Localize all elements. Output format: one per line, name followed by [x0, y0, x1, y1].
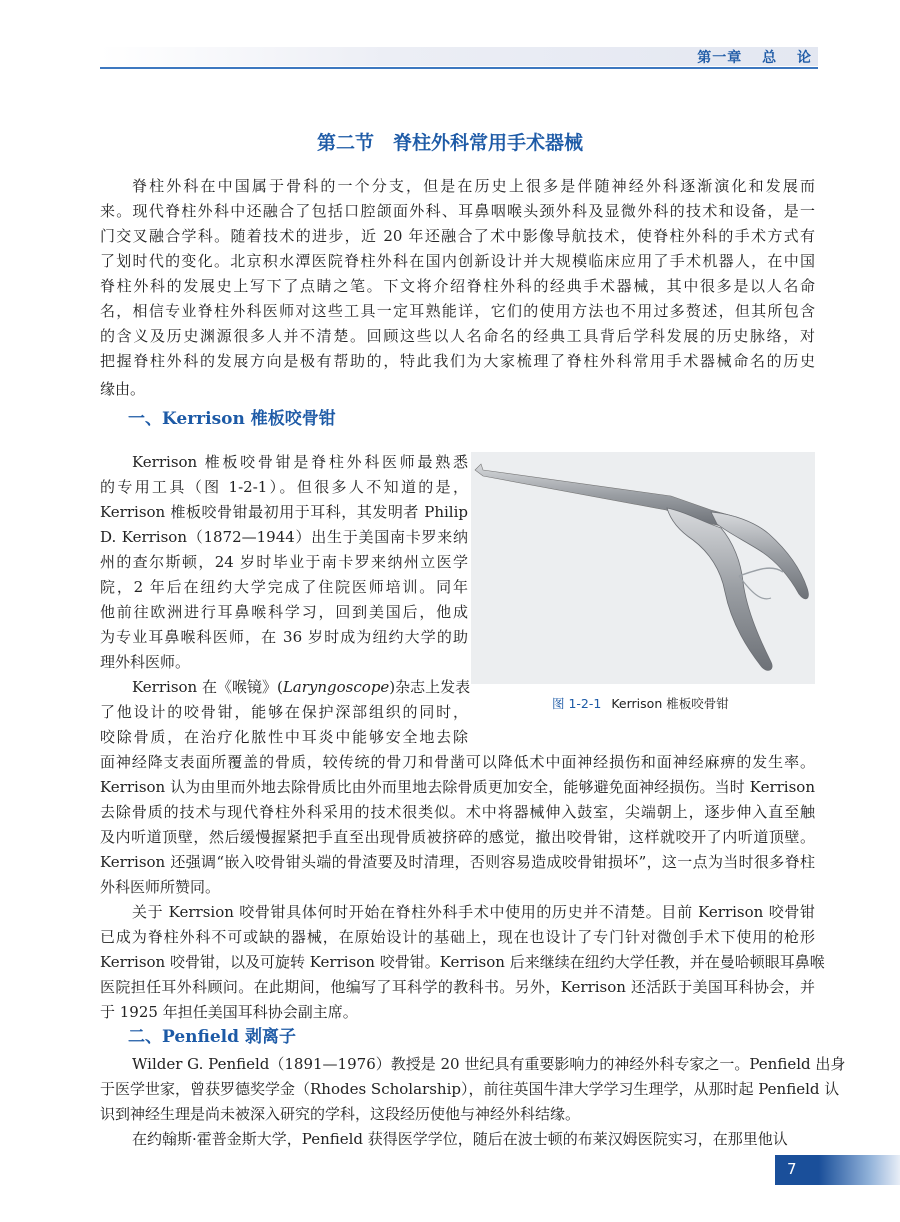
paragraph-2-line: 州的查尔斯顿，24 岁时毕业于南卡罗来纳州立医学 — [100, 553, 468, 571]
heading-kerrison: 一、Kerrison 椎板咬骨钳 — [128, 409, 336, 429]
paragraph-3-line: Kerrison 在《喉镜》(Laryngoscope)杂志上发表 — [132, 678, 471, 696]
paragraph-1-line: 脊柱外科的发展史上写下了点睛之笔。下文将介绍脊柱外科的经典手术器械，其中很多是以人名命 — [100, 277, 815, 295]
kerrison-rongeur-image — [471, 452, 815, 684]
paragraph-4-line: 于 1925 年担任美国耳科协会副主席。 — [100, 1003, 358, 1021]
paragraph-1-line: 门交叉融合学科。随着技术的进步，近 20 年还融合了术中影像导航技术，使脊柱外科的手术方式有 — [100, 227, 815, 245]
journal-name: Laryngoscope — [282, 678, 390, 696]
paragraph-5-line: 于医学世家，曾获罗德奖学金（Rhodes Scholarship），前往英国牛津大学学习生理学，从那时起 Penfield 认 — [100, 1080, 840, 1098]
paragraph-6-line: 在约翰斯·霍普金斯大学，Penfield 获得医学学位，随后在波士顿的布莱汉姆医院实习，在那里他认 — [132, 1130, 788, 1148]
paragraph-3-line: 面神经降支表面所覆盖的骨质，较传统的骨刀和骨凿可以降低术中面神经损伤和面神经麻痹的发生率。 — [100, 753, 815, 771]
paragraph-4-line: Kerrison 咬骨钳，以及可旋转 Kerrison 咬骨钳。Kerrison 后来继续在纽约大学任教，并在曼哈顿眼耳鼻喉 — [100, 953, 825, 971]
running-header-chapter: 第一章 总 论 — [697, 50, 812, 66]
figure-kerrison-rongeur — [471, 452, 815, 684]
paragraph-2-line: 他前往欧洲进行耳鼻喉科学习，回到美国后，他成 — [100, 603, 468, 621]
section-title: 第二节 脊柱外科常用手术器械 — [316, 132, 583, 154]
paragraph-3-line: 去除骨质的技术与现代脊柱外科采用的技术很类似。术中将器械伸入鼓室，尖端朝上，逐步伸入直至触 — [100, 803, 815, 821]
paragraph-3-line: 了他设计的咬骨钳，能够在保护深部组织的同时， — [100, 703, 468, 721]
paragraph-5-line: Wilder G. Penfield（1891—1976）教授是 20 世纪具有重要影响力的神经外科专家之一。Penfield 出身 — [132, 1055, 846, 1073]
paragraph-2-line: D. Kerrison（1872—1944）出生于美国南卡罗来纳 — [100, 528, 468, 546]
paragraph-1-line: 把握脊柱外科的发展方向是极有帮助的，特此我们为大家梳理了脊柱外科常用手术器械命名的历史 — [100, 352, 815, 370]
paragraph-1-line: 了划时代的变化。北京积水潭医院脊柱外科在国内创新设计并大规模临床应用了手术机器人，在中国 — [100, 252, 815, 270]
figure-caption — [552, 694, 729, 712]
page-number-tab — [775, 1155, 900, 1185]
paragraph-3-line: 外科医师所赞同。 — [100, 878, 221, 896]
paragraph-3-line: 咬除骨质，在治疗化脓性中耳炎中能够安全地去除 — [100, 728, 468, 746]
figure-caption-text: Kerrison 椎板咬骨钳 — [611, 696, 729, 711]
paragraph-2-line: 的专用工具（图 1-2-1）。但很多人不知道的是， — [100, 478, 468, 496]
paragraph-2-line: 理外科医师。 — [100, 653, 191, 671]
paragraph-3-line: Kerrison 认为由里而外地去除骨质比由外而里地去除骨质更加安全，能够避免面神经损伤。当时 Kerrison — [100, 778, 815, 796]
paragraph-2-line: 为专业耳鼻喉科医师，在 36 岁时成为纽约大学的助 — [100, 628, 468, 646]
paragraph-2-line: 院，2 年后在纽约大学完成了住院医师培训。同年 — [100, 578, 468, 596]
header-rule — [100, 67, 818, 69]
paragraph-3-line: 及内听道顶壁，然后缓慢握紧把手直至出现骨质被挤碎的感觉，撤出咬骨钳，这样就咬开了内听道顶壁。 — [100, 828, 815, 846]
paragraph-4-line: 关于 Kerrsion 咬骨钳具体何时开始在脊柱外科手术中使用的历史并不清楚。目前 Kerrison 咬骨钳 — [132, 903, 815, 921]
paragraph-5-line: 识到神经生理是尚未被深入研究的学科，这段经历使他与神经外科结缘。 — [100, 1105, 581, 1123]
paragraph-4-line: 已成为脊柱外科不可或缺的器械，在原始设计的基础上，现在也设计了专门针对微创手术下使用的枪形 — [100, 928, 815, 946]
heading-penfield: 二、Penfield 剥离子 — [128, 1027, 296, 1047]
figure-label: 图 1-2-1 — [552, 696, 602, 711]
paragraph-4-line: 医院担任耳外科顾问。在此期间，他编写了耳科学的教科书。另外，Kerrison 还活跃于美国耳科协会，并 — [100, 978, 815, 996]
paragraph-2-line: Kerrison 椎板咬骨钳是脊柱外科医师最熟悉 — [132, 453, 468, 471]
paragraph-2-line: Kerrison 椎板咬骨钳最初用于耳科，其发明者 Philip — [100, 503, 468, 521]
paragraph-1-line: 来。现代脊柱外科中还融合了包括口腔颌面外科、耳鼻咽喉头颈外科及显微外科的技术和设备，是一 — [100, 202, 815, 220]
paragraph-1-line: 缘由。 — [100, 380, 146, 398]
page-number: 7 — [787, 1160, 797, 1178]
paragraph-1-line: 名，相信专业脊柱外科医师对这些工具一定耳熟能详，它们的使用方法也不用过多赘述，但其所包含 — [100, 302, 815, 320]
paragraph-3-line: Kerrison 还强调“嵌入咬骨钳头端的骨渣要及时清理，否则容易造成咬骨钳损坏”，这一点为当时很多脊柱 — [100, 853, 815, 871]
paragraph-1-line: 的含义及历史渊源很多人并不清楚。回顾这些以人名命名的经典工具背后学科发展的历史脉络，对 — [100, 327, 815, 345]
paragraph-1-line: 脊柱外科在中国属于骨科的一个分支，但是在历史上很多是伴随神经外科逐渐演化和发展而 — [132, 177, 815, 195]
